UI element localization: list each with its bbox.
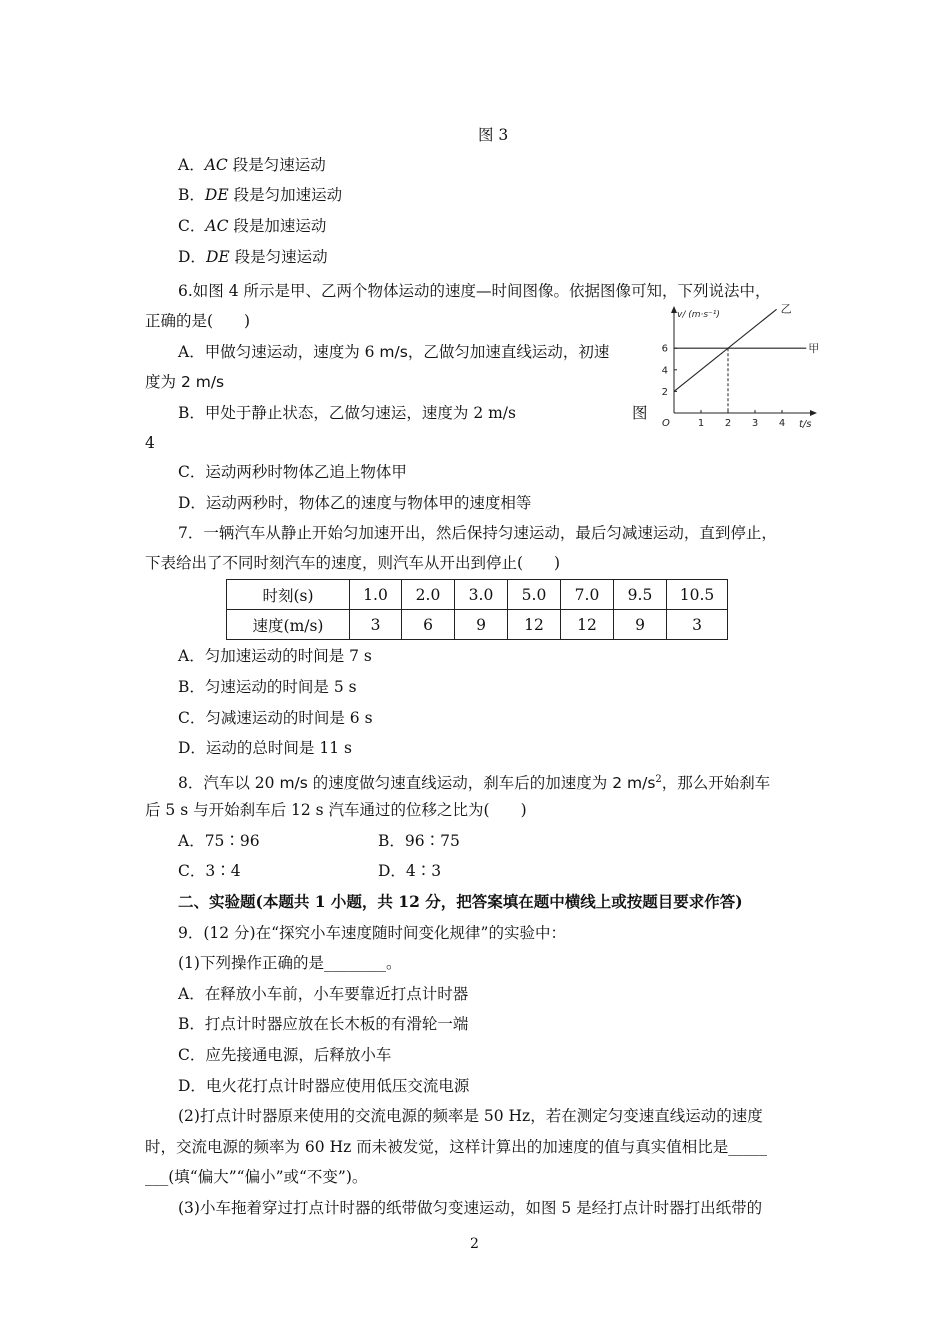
table-cell: 10.5 <box>667 580 728 610</box>
table-cell: 5.0 <box>508 580 561 610</box>
segment-name: DE <box>205 248 230 266</box>
table-cell: 3 <box>667 610 728 640</box>
y-tick-label: 2 <box>661 386 668 398</box>
q5-option-d <box>178 247 328 267</box>
origin-label: O <box>662 418 670 429</box>
unit: 2 m/s <box>180 373 225 391</box>
segment-name: DE <box>204 186 229 204</box>
text: A．甲做匀速运动，速度为 6 <box>178 343 380 361</box>
q8-stem-line2: 后 5 s 与开始刹车后 12 s 汽车通过的位移之比为( ) <box>145 801 527 819</box>
q8-option-b: B．96∶75 <box>378 832 460 850</box>
q6-option-a-line2 <box>145 372 224 392</box>
q7-stem-line1: 7．一辆汽车从静止开始匀加速开出，然后保持匀速运动，最后匀减速运动，直到停止， <box>178 524 777 542</box>
option-text: 段是加速运动 <box>228 217 327 235</box>
q8-option-a: A．75∶96 <box>178 832 260 850</box>
q7-stem-line2: 下表给出了不同时刻汽车的速度，则汽车从开出到停止( ) <box>145 554 561 572</box>
q9-part1-option-a: A．在释放小车前，小车要靠近打点计时器 <box>178 985 469 1003</box>
unit: m/s <box>279 774 308 793</box>
q8-option-c: C．3∶4 <box>178 862 241 880</box>
series-label-jia: 甲 <box>808 342 820 356</box>
q9-part1-option-c: C．应先接通电源，后释放小车 <box>178 1046 392 1064</box>
segment-name: AC <box>205 217 229 235</box>
table-cell: 3.0 <box>455 580 508 610</box>
q8-option-d: D．4∶3 <box>378 862 442 880</box>
table-cell: 9 <box>614 610 667 640</box>
q8-stem-line1 <box>178 770 770 793</box>
table-cell: 9.5 <box>614 580 667 610</box>
figure-4-label-b: 4 <box>145 434 155 452</box>
segment-name: AC <box>204 156 228 174</box>
q9-part1: (1)下列操作正确的是________。 <box>178 954 402 972</box>
series-label-yi: 乙 <box>780 303 792 316</box>
q9-part2-line1: (2)打点计时器原来使用的交流电源的频率是 50 Hz，若在测定匀变速直线运动的速度 <box>178 1107 763 1125</box>
q6-option-b: B．甲处于静止状态，乙做匀速运，速度为 2 m/s <box>178 404 516 422</box>
option-text: 段是匀速运动 <box>229 248 328 266</box>
figure-4-label-a: 图 <box>632 404 648 422</box>
y-tick-label: 6 <box>661 343 668 355</box>
velocity-time-graph <box>655 303 820 431</box>
table-header-cell: 速度(m/s) <box>227 610 350 640</box>
table-cell: 9 <box>455 610 508 640</box>
option-text: 段是匀加速运动 <box>228 186 343 204</box>
graph-axes <box>671 306 820 416</box>
table-cell: 1.0 <box>350 580 402 610</box>
text: ，那么开始刹车 <box>661 774 771 793</box>
q5-option-b <box>178 185 342 205</box>
text: ，乙做匀加速直线运动，初速 <box>407 343 610 361</box>
q9-stem: 9．(12 分)在“探究小车速度随时间变化规律”的实验中： <box>178 924 566 942</box>
x-tick-label: 1 <box>697 418 705 429</box>
superscript: 2 <box>655 774 662 785</box>
x-tick-label: 3 <box>751 418 759 429</box>
unit: 2 m/s <box>612 774 656 793</box>
option-text: 段是匀速运动 <box>227 156 326 174</box>
q9-part3-line1: (3)小车拖着穿过打点计时器的纸带做匀变速运动，如图 5 是经打点计时器打出纸带的 <box>178 1199 763 1217</box>
q7-option-d: D．运动的总时间是 11 s <box>178 739 352 757</box>
table-cell: 3 <box>350 610 402 640</box>
x-axis-arrow-icon <box>810 410 817 416</box>
option-letter: B． <box>178 186 205 204</box>
q7-option-a: A．匀加速运动的时间是 7 s <box>178 647 372 665</box>
q7-option-c: C．匀减速运动的时间是 6 s <box>178 709 373 727</box>
page-number: 2 <box>470 1236 479 1252</box>
q5-option-c <box>178 216 326 236</box>
table-cell: 2.0 <box>402 580 455 610</box>
q5-option-a <box>178 155 326 175</box>
q9-part1-option-d: D．电火花打点计时器应使用低压交流电源 <box>178 1077 470 1095</box>
x-tick-label: 4 <box>778 418 786 429</box>
table-header-cell: 时刻(s) <box>227 580 350 610</box>
x-axis-label: t/s <box>799 419 812 430</box>
unit: m/s <box>379 343 408 361</box>
section-title: 二、实验题(本题共 1 小题，共 12 分，把答案填在题中横线上或按题目要求作答) <box>178 892 743 911</box>
y-axis-label: v/ (m·s⁻¹) <box>677 310 720 320</box>
q9-part2-line2: 时，交流电源的频率为 60 Hz 而未被发觉，这样计算出的加速度的值与真实值相比是_____ <box>145 1138 767 1156</box>
text: 度为 <box>145 373 181 391</box>
option-letter: D． <box>178 248 206 266</box>
time-velocity-table <box>226 579 728 640</box>
graph-marks <box>674 309 806 413</box>
graph-labels <box>662 303 820 430</box>
q7-option-b: B．匀速运动的时间是 5 s <box>178 678 357 696</box>
table-cell: 6 <box>402 610 455 640</box>
table-cell: 12 <box>561 610 614 640</box>
text: 的速度做匀速直线运动，刹车后的加速度为 <box>307 774 613 793</box>
figure-3-caption: 图 3 <box>478 126 509 144</box>
table-cell: 12 <box>508 610 561 640</box>
q9-part2-line3: ___(填“偏大”“偏小”或“不变”)。 <box>145 1168 368 1186</box>
series-line <box>674 309 777 391</box>
q9-part1-option-b: B．打点计时器应放在长木板的有滑轮一端 <box>178 1015 469 1033</box>
q6-option-d: D．运动两秒时，物体乙的速度与物体甲的速度相等 <box>178 494 532 512</box>
q6-stem-line1: 6.如图 4 所示是甲、乙两个物体运动的速度—时间图像。依据图像可知，下列说法中， <box>178 282 771 300</box>
option-letter: A． <box>178 156 205 174</box>
y-tick-label: 4 <box>661 365 668 377</box>
table-row <box>227 580 728 610</box>
q6-stem-line2: 正确的是( ) <box>145 312 251 330</box>
q6-option-a-line1 <box>178 342 609 362</box>
text: 8．汽车以 20 <box>178 774 280 793</box>
table-row <box>227 610 728 640</box>
table-cell: 7.0 <box>561 580 614 610</box>
option-letter: C． <box>178 217 206 235</box>
x-tick-label: 2 <box>724 418 732 429</box>
q6-option-c: C．运动两秒时物体乙追上物体甲 <box>178 463 407 481</box>
